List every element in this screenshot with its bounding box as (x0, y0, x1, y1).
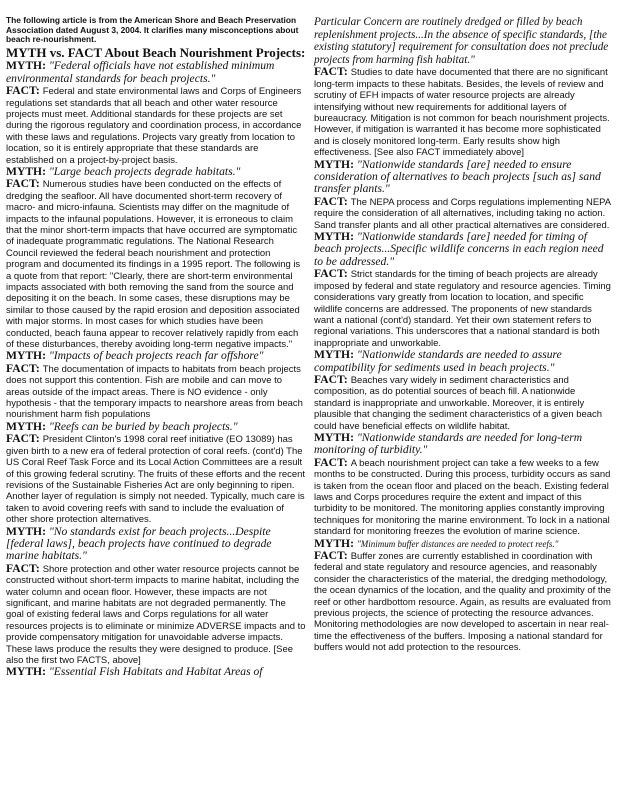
myth-continuation: Particular Concern are routinely dredged or filled by beach replenishment projects...In the absence of specific standards, [the existing statutory] requirement for consultation does not preclude projects from harming fish habitat." (314, 16, 609, 66)
myth-text: "Essential Fish Habitats and Habitat Areas of (48, 665, 263, 679)
myth-text: "Nationwide standards [are] needed for timing of beach projects...Specific wildlife concerns in each region need to be addressed." (314, 230, 604, 268)
left-column (6, 16, 306, 679)
fact-label: FACT: (6, 561, 40, 575)
fact-text: Buffer zones are currently established in coordination with federal and state regulatory and resource agencies, and reasonably consider the characteristics of the material, the dredging methodology, the ocean dynamics of the location, and the quality and proximity of the reef or other hardbottom resource. Again, as results are evaluated from previous projects, the science of protecting the resource advances. Monitoring methodologies are now developed to ascertain in near real-time the effectiveness of the buffers. Imposing a national standard for buffers would not add protection to the resources. (314, 551, 611, 654)
fact-text: Beaches vary widely in sediment characteristics and composition, as do potential sources of beach fill. A nationwide standard is inappropriate and unworkable. Moreover, it is entirely plausible that changing the sediment characteristics of a given beach could have beneficial effects on wildlife habitat. (314, 374, 603, 432)
myth-text: "Reefs can be buried by beach projects." (48, 419, 238, 433)
myth-text: "Nationwide standards are needed for long-term monitoring of turbidity." (314, 430, 583, 457)
myth-block (314, 231, 614, 268)
fact-label: FACT: (6, 84, 40, 98)
fact-label: FACT: (6, 361, 40, 375)
fact-label: FACT: (314, 455, 348, 469)
myth-block (6, 166, 306, 178)
myth-block (314, 538, 614, 550)
myth-label: MYTH: (6, 665, 46, 679)
fact-block (314, 66, 614, 158)
myth-block (314, 159, 614, 196)
left-column-body (6, 60, 306, 679)
fact-block (314, 196, 614, 231)
myth-block (6, 350, 306, 362)
fact-block (314, 268, 614, 349)
myth-label: MYTH: (314, 536, 354, 550)
myth-text: "No standards exist for beach projects...Despite [federal laws], beach projects have continued to degrade marine habitats." (6, 524, 272, 563)
myth-block (6, 421, 306, 433)
fact-block (314, 457, 614, 538)
myth-text: "Large beach projects degrade habitats." (48, 164, 241, 178)
myth-label: MYTH: (314, 348, 354, 362)
myth-label: MYTH: (314, 230, 354, 244)
fact-label: FACT: (6, 177, 40, 191)
myth-text: "Federal officials have not established minimum environmental standards for beach projects." (6, 59, 275, 85)
fact-text: Studies to date have documented that there are no significant long-term impacts to these habitats. Besides, the levels of review and scrutiny of EFH impacts of water resource projects are already intensifying without new requirements for additional layers of bureaucracy. Mitigation is not common for beach nourishment projects. However, if mitigation is warranted it has become more sophisticated and is closely monitored long-term. Early results show high effectiveness. [See also FACT immediately above] (314, 67, 610, 159)
myth-label: MYTH: (314, 430, 354, 444)
fact-block (314, 550, 614, 654)
fact-label: FACT: (314, 194, 348, 208)
myth-label: MYTH: (314, 157, 354, 171)
myth-label: MYTH: (6, 524, 46, 538)
fact-label: FACT: (314, 65, 348, 79)
fact-block (6, 85, 306, 166)
myth-block (6, 60, 306, 85)
myth-text: "Minimum buffer distances are needed to protect reefs." (356, 538, 559, 549)
myth-label: MYTH: (6, 419, 46, 433)
myth-label: MYTH: (6, 164, 46, 178)
fact-text: Shore protection and other water resource projects cannot be constructed without short-term impacts to marine habitat, including the water column and ocean floor. However, these impacts are not significant, and marine habitats are not degraded permanently. The goal of existing federal laws and Corps regulations for all water resources projects is to eliminate or minimize ADVERSE impacts and to provide compensatory mitigation for unavoidable adverse impacts. These laws produce the results they were designed to produce. [See also the first two FACTS, above] (6, 563, 306, 666)
fact-block (6, 178, 306, 350)
myth-text: "Nationwide standards [are] needed to ensure consideration of alternatives to beach projects [such as] sand transfer plants." (314, 157, 601, 196)
article-title: MYTH vs. FACT About Beach Nourishment Projects: (6, 44, 306, 60)
myth-label: MYTH: (6, 349, 46, 363)
myth-text: "Impacts of beach projects reach far offshore" (48, 349, 264, 363)
fact-text: The documentation of impacts to habitats from beach projects does not support this contention. Fish are mobile and can move to areas outside of the impact areas. There is NO evidence - only hypothesis - that the temporary impacts to nearshore areas from beach nourishment harm fish populations (6, 363, 303, 421)
fact-text: President Clinton's 1998 coral reef initiative (EO 13089) has given birth to a new era of federal protection of coral reefs. (cont'd) The US Coral Reef Task Force and its Local Action Committees are a result of this growing federal scrutiny. The fruits of these efforts and the recent revisions of the Sustainable Fisheries Act are only beginning to ripen. Another layer of regulation is simply not needed. Typically, much care is taken to avoid covering reefs with sand to include the evaluation of other shore protection alternatives. (6, 434, 306, 526)
fact-label: FACT: (314, 549, 348, 563)
fact-text: Strict standards for the timing of beach projects are already imposed by federal and state regulatory and resource agencies. Timing considerations vary greatly from location to location, and specific wildlife concerns are addressed. The proponents of new standards want a national (cont'd) standard. Yet their own statement refers to regional variations. This underscores that a national standard is both inappropriate and unworkable. (314, 269, 611, 349)
fact-text: A beach nourishment project can take a few weeks to a few months to be constructed. During this process, turbidity occurs as sand is taken from the ocean floor and placed on the beach. Existing federal laws and Corps procedures require the extent and impact of this turbidity to be monitored. The monitoring applies constantly improving techniques for monitoring the marine environment. To lock in a national standard for monitoring freezes the evolution of marine science. (314, 457, 611, 538)
article-intro: The following article is from the American Shore and Beach Preservation Association dated August 3, 2004. It clarifies many misconceptions about beach re-nourishment. (6, 15, 299, 45)
fact-block (6, 433, 306, 525)
myth-label: MYTH: (6, 59, 46, 73)
myth-block (6, 526, 306, 563)
myth-text: "Nationwide standards are needed to assure compatibility for sediments used in beach projects." (314, 348, 562, 374)
fact-block (6, 363, 306, 421)
myth-block (6, 666, 306, 678)
fact-block (6, 563, 306, 667)
fact-text: The NEPA process and Corps regulations implementing NEPA require the consideration of all alternatives, including taking no action. Sand transfer plants and all other practical alternatives are considered. (314, 196, 611, 231)
fact-label: FACT: (314, 267, 348, 281)
fact-text: Numerous studies have been conducted on the effects of dredging the seafloor. All have documented short-term recovery of macro- and micro-infauna. Scientists may differ on the magnitude of impacts to the infaunal populations. However, it is erroneous to claim that the minor short-term impacts that have occurred are symptomatic of inadequate programmatic regulations. The National Research Council reviewed the federal beach nourishment and protection program and documented its findings in a 1995 report. The following is a quote from that report: "Clearly, there are short-term environmental impacts associated with both removing the sand from the source and depositing it on the beach. In some cases, these disruptions may be similar to those caused by the rapid erosion and deposition associated with major storms. In most cases for which studies have been conducted, beach fauna appear to recover relatively rapidly from each of these disturbances, thereby avoiding long-term negative impacts." (6, 179, 301, 351)
fact-label: FACT: (6, 432, 40, 446)
myth-block (314, 349, 614, 374)
right-column-body (314, 16, 614, 654)
fact-label: FACT: (314, 372, 348, 386)
right-column (314, 16, 614, 654)
myth-block (314, 432, 614, 457)
fact-text: Federal and state environmental laws and Corps of Engineers regulations set standards that all beach and other water resource projects must meet. Additional standards for these projects are set during the rigorous regulatory and coordination process, in accordance with these laws and regulations. Projects vary greatly from location to location, so it is entirely appropriate that these standards are established on a project-by-project basis. (6, 86, 302, 166)
fact-block (314, 374, 614, 432)
